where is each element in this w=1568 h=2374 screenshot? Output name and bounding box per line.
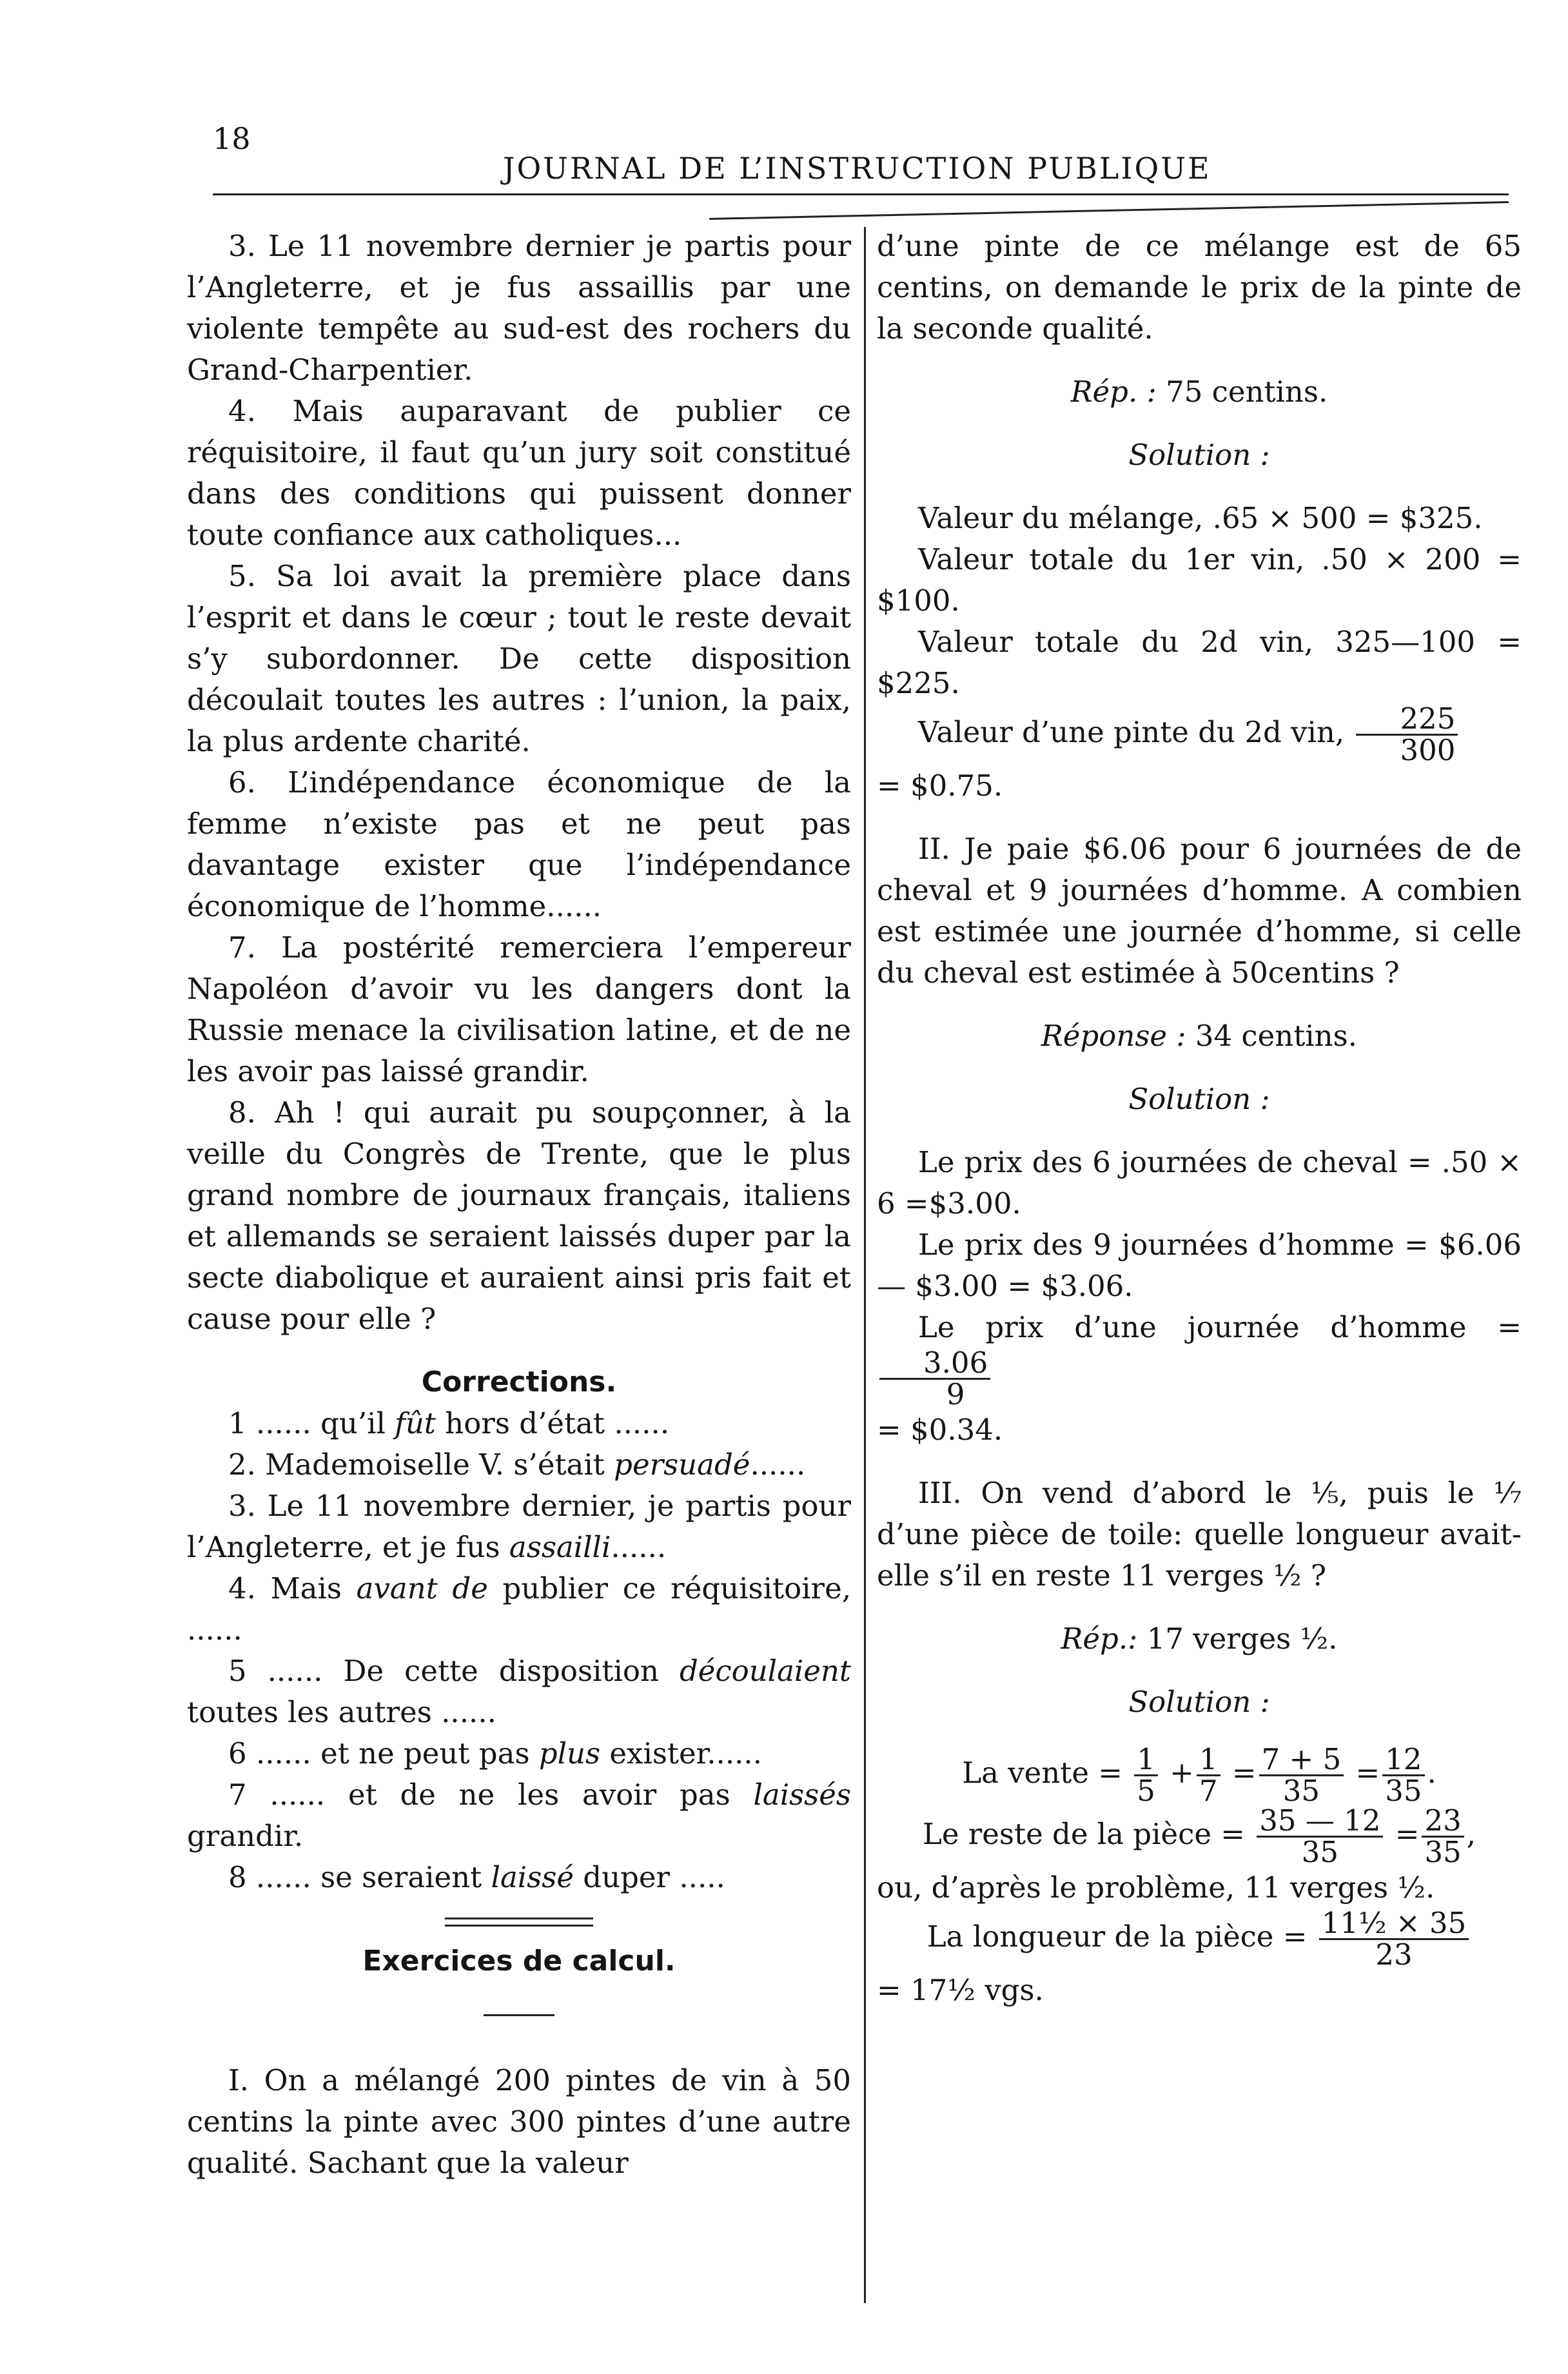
- exercise-3: III. On vend d’abord le ⅕, puis le ⅐ d’une pièce de toile: quelle longueur avait-elle s’il en reste 11 verges ½ ?: [877, 1476, 1522, 1593]
- solution-3-length-equation: La longueur de la pièce = $\frac{\text{11½ × 35}}{23}$: [877, 1908, 1522, 1970]
- solution-1-result: = $0.75.: [877, 769, 1003, 803]
- sentence-4: 4. Mais auparavant de publier ce réquisitoire, il faut qu’un jury soit constitué dans des conditions qui puissent donner toute confiance aux catholiques...: [187, 394, 851, 552]
- solution-3-line-3: ou, d’après le problème, 11 verges ½.: [877, 1870, 1435, 1905]
- solution-2-line-2: Le prix des 9 journées d’homme = $6.06 — $3.00 = $3.06.: [877, 1228, 1522, 1303]
- sentence-5: 5. Sa loi avait la première place dans l’esprit et dans le cœur ; tout le reste devait s’y subordonner. De cette disposition découlait toutes les autres : l’union, la paix, la plus ardente charité.: [187, 559, 851, 758]
- correction-8: 8 ...... se seraient laissé duper .....: [228, 1860, 725, 1894]
- solution-2-heading: Solution :: [1128, 1082, 1270, 1116]
- correction-5: 5 ...... De cette disposition découlaient toutes les autres ......: [187, 1654, 851, 1729]
- fraction: $\frac{3.06}{9}$: [879, 1348, 990, 1409]
- sentence-7: 7. La postérité remerciera l’empereur Napoléon d’avoir vu les dangers dont la Russie menace la civilisation latine, et de ne les avoir pas laissé grandir.: [187, 930, 851, 1088]
- page-number: 18: [213, 121, 251, 156]
- exercise-1-start: I. On a mélangé 200 pintes de vin à 50 centins la pinte avec 300 pintes d’une autre qualité. Sachant que la valeur: [187, 2063, 851, 2180]
- correction-1: 1 ...... qu’il fût hors d’état ......: [228, 1406, 670, 1440]
- corrections-heading: Corrections.: [421, 1366, 617, 1398]
- correction-3: 3. Le 11 novembre dernier, je partis pour l’Angleterre, et je fus assailli......: [187, 1489, 851, 1564]
- sentence-8: 8. Ah ! qui aurait pu soupçonner, à la veille du Congrès de Trente, que le plus grand nombre de journaux français, italiens et allemands se seraient laissés duper par la secte diabolique et auraient ainsi pris fait et cause pour elle ?: [187, 1095, 851, 1336]
- solution-2-result: = $0.34.: [877, 1413, 1003, 1447]
- solution-3-result: = 17½ vgs.: [877, 1973, 1044, 2007]
- exercise-2-answer: Réponse : 34 centins.: [1041, 1019, 1358, 1053]
- exercises-heading: Exercices de calcul.: [362, 1945, 676, 1977]
- correction-4: 4. Mais avant de publier ce réquisitoire, ......: [187, 1571, 852, 1647]
- solution-1-heading: Solution :: [1128, 438, 1270, 472]
- solution-3-heading: Solution :: [1128, 1685, 1270, 1719]
- column-divider: [864, 227, 866, 2303]
- header-rule: [213, 193, 1509, 195]
- solution-3-remainder-equation: Le reste de la pièce = $\frac{35 — 12}{35}$ = $\frac{23}{35}$ ,: [922, 1803, 1476, 1869]
- solution-2-line-3: Le prix d’une journée d’homme = $\frac{3.06}{9}$: [877, 1307, 1522, 1409]
- correction-6: 6 ...... et ne peut pas plus exister......: [228, 1736, 763, 1771]
- fraction: $\frac{225}{300}$: [1356, 704, 1458, 765]
- running-head: JOURNAL DE L’INSTRUCTION PUBLIQUE: [503, 151, 1211, 186]
- section-double-rule: [445, 1918, 593, 1927]
- solution-1-line-3: Valeur totale du 2d vin, 325—100 = $225.: [877, 625, 1522, 700]
- solution-1-line-2: Valeur totale du 1er vin, .50 × 200 = $100.: [877, 542, 1522, 618]
- sentence-3: 3. Le 11 novembre dernier je partis pour l’Angleterre, et je fus assaillis par une violente tempête au sud-est des rochers du Grand-Charpentier.: [187, 229, 851, 387]
- solution-1-line-4: Valeur d’une pinte du 2d vin, $\frac{225}{300}$: [877, 704, 1522, 765]
- left-column: [187, 226, 851, 2184]
- solution-1-line-1: Valeur du mélange, .65 × 500 = $325.: [918, 501, 1483, 535]
- correction-2: 2. Mademoiselle V. s’était persuadé......: [228, 1447, 806, 1482]
- right-column: [877, 226, 1522, 2011]
- exercise-1-continued: d’une pinte de ce mélange est de 65 centins, on demande le prix de la pinte de la seconde qualité.: [877, 229, 1522, 346]
- correction-7: 7 ...... et de ne les avoir pas laissés grandir.: [187, 1778, 851, 1853]
- solution-3-sale-equation: La vente = $\frac{1}{5}$ + $\frac{1}{7}$ = $\frac{7 + 5}{35}$ = $\frac{12}{35}$ .: [962, 1742, 1436, 1808]
- exercise-2: II. Je paie $6.06 pour 6 journées de de cheval et 9 journées d’homme. A combien est estimée une journée d’homme, si celle du cheval est estimée à 50centins ?: [877, 832, 1522, 990]
- exercise-1-answer: Rép. : 75 centins.: [1070, 375, 1328, 409]
- exercise-3-answer: Rép.: 17 verges ½.: [1061, 1622, 1338, 1656]
- sentence-6: 6. L’indépendance économique de la femme n’existe pas et ne peut pas davantage exister que l’indépendance économique de l’homme......: [187, 765, 851, 923]
- solution-2-line-1: Le prix des 6 journées de cheval = .50 × 6 =$3.00.: [877, 1145, 1522, 1221]
- header-rule-secondary: [709, 201, 1509, 220]
